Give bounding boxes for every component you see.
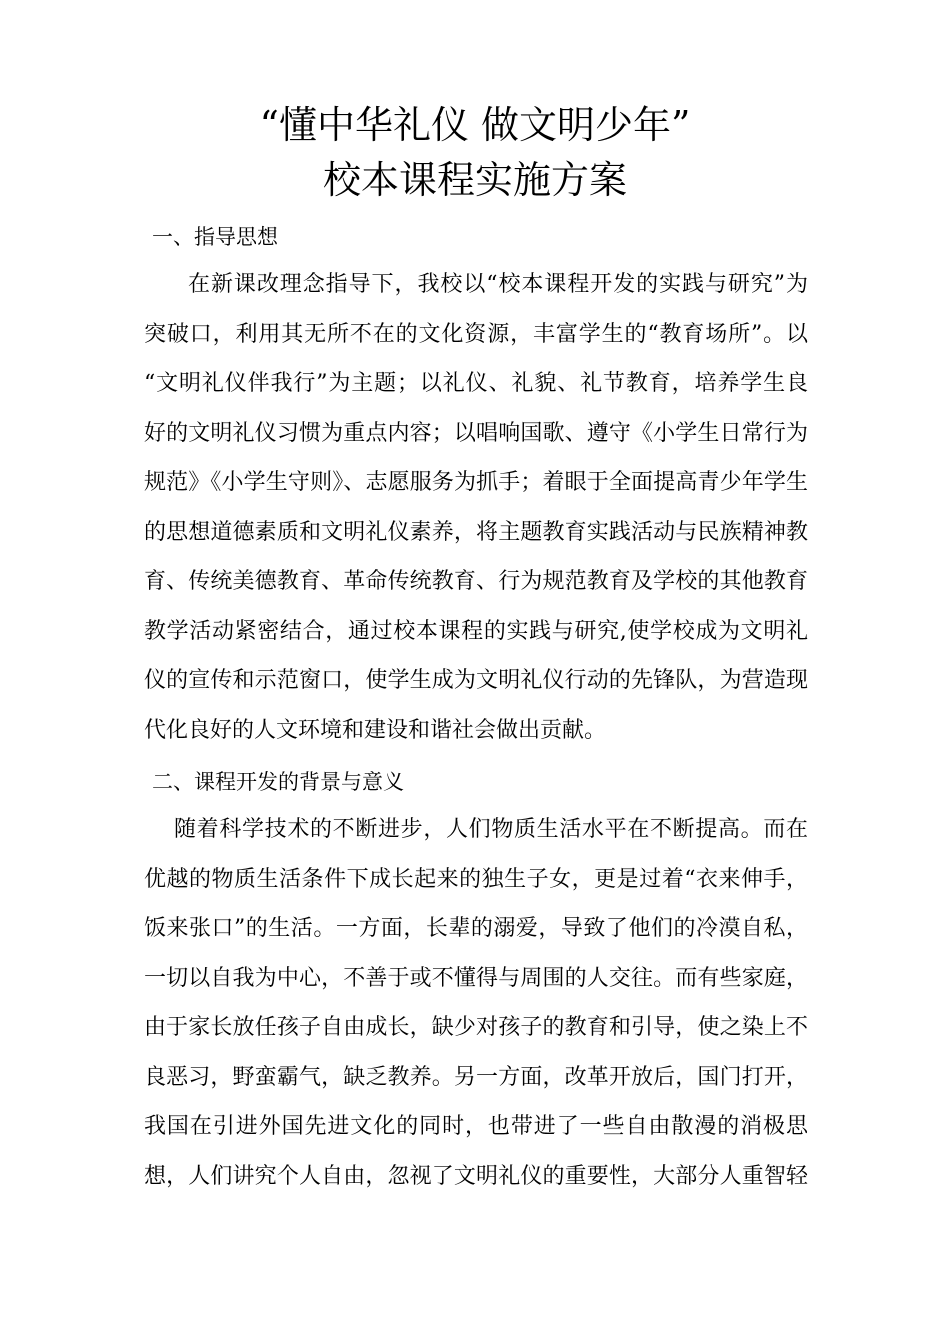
paragraph-line: 由于家长放任孩子自由成长，缺少对孩子的教育和引导，使之染上不 <box>144 1015 808 1040</box>
paragraph-line: 突破口，利用其无所不在的文化资源，丰富学生的“教育场所”。以 <box>144 321 808 347</box>
document-title-line-1: “懂中华礼仪 做文明少年” <box>259 103 691 147</box>
paragraph-line: 饭来张口”的生活。一方面，长辈的溺爱，导致了他们的冷漠自私， <box>144 916 808 941</box>
paragraph-line: 良恶习，野蛮霸气，缺乏教养。另一方面，改革开放后，国门打开， <box>144 1064 808 1090</box>
paragraph-line: 育、传统美德教育、革命传统教育、行为规范教育及学校的其他教育 <box>144 569 808 594</box>
paragraph-line: 的思想道德素质和文明礼仪素养，将主题教育实践活动与民族精神教 <box>144 519 808 545</box>
section-heading-guiding-ideology: 一、指导思想 <box>152 225 278 249</box>
section-1-paragraph <box>144 260 808 755</box>
section-heading-background-significance: 二、课程开发的背景与意义 <box>152 770 404 794</box>
document-title-line-2: 校本课程实施方案 <box>322 158 627 202</box>
paragraph-line: 随着科学技术的不断进步，人们物质生活水平在不断提高。而在 <box>174 817 808 842</box>
paragraph-line: 优越的物质生活条件下成长起来的独生子女，更是过着“衣来伸手， <box>144 866 808 892</box>
paragraph-line: 仪的宣传和示范窗口，使学生成为文明礼仪行动的先锋队，为营造现 <box>144 668 808 693</box>
paragraph-line: 代化良好的人文环境和建设和谐社会做出贡献。 <box>144 717 607 743</box>
paragraph-line: “文明礼仪伴我行”为主题；以礼仪、礼貌、礼节教育，培养学生良 <box>144 371 808 396</box>
paragraph-line: 我国在引进外国先进文化的同时，也带进了一些自由散漫的消极思 <box>144 1114 808 1139</box>
paragraph-line: 在新课改理念指导下，我校以“校本课程开发的实践与研究”为 <box>188 272 808 297</box>
section-2-paragraph <box>144 805 808 1201</box>
paragraph-line: 一切以自我为中心，不善于或不懂得与周围的人交往。而有些家庭， <box>144 965 808 991</box>
paragraph-line: 想，人们讲究个人自由，忽视了文明礼仪的重要性，大部分人重智轻 <box>144 1163 808 1189</box>
paragraph-line: 好的文明礼仪习惯为重点内容；以唱响国歌、遵守《小学生日常行为 <box>144 420 808 446</box>
paragraph-line: 教学活动紧密结合，通过校本课程的实践与研究,使学校成为文明礼 <box>144 618 808 644</box>
paragraph-line: 规范》《小学生守则》、志愿服务为抓手；着眼于全面提高青少年学生 <box>144 470 808 495</box>
